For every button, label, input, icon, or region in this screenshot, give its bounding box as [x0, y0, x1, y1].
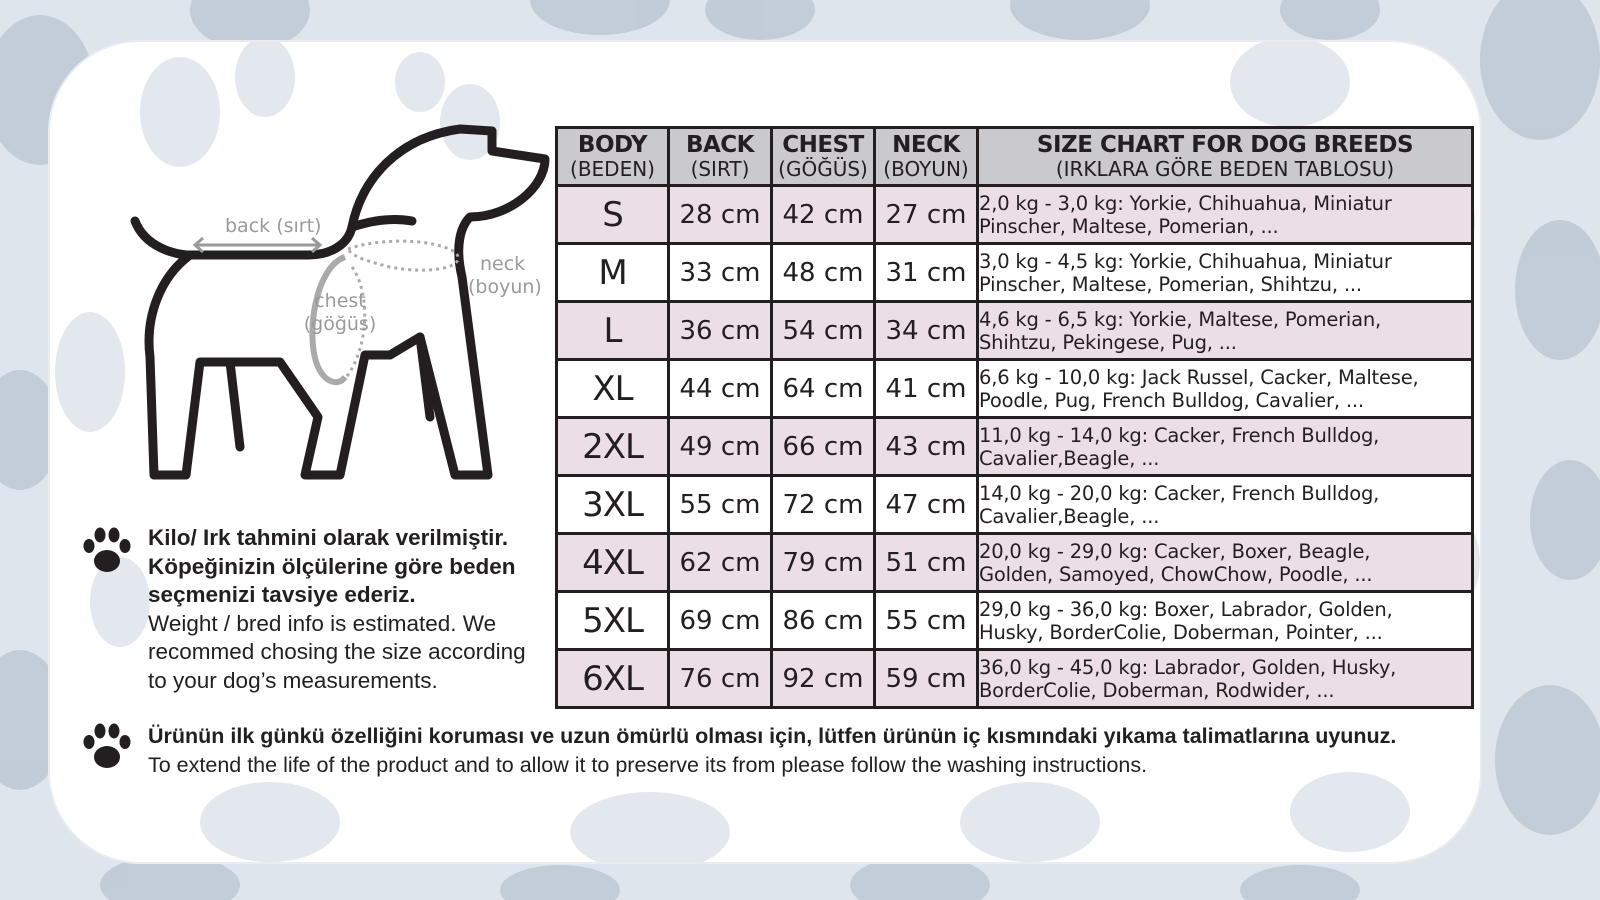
- table-row: [557, 592, 1473, 650]
- header-neck: NECK (BOYUN): [875, 128, 978, 186]
- chest-cell: 86 cm: [772, 592, 875, 650]
- breeds-cell: [978, 360, 1473, 418]
- neck-label-tr: (boyun): [468, 276, 542, 298]
- chest-cell: 54 cm: [772, 302, 875, 360]
- chest-cell: 79 cm: [772, 534, 875, 592]
- table-row: [557, 476, 1473, 534]
- header-breeds: SIZE CHART FOR DOG BREEDS (IRKLARA GÖRE BEDEN TABLOSU): [978, 128, 1473, 186]
- note-bold-line: Kilo/ Irk tahmini olarak verilmiştir.: [148, 525, 509, 550]
- back-cell: 69 cm: [669, 592, 772, 650]
- breeds-line: Poodle, Pug, French Bulldog, Cavalier, ...: [979, 388, 1364, 412]
- dog-measurement-illustration: [90, 117, 570, 537]
- chest-label-tr: (göğüs): [303, 313, 377, 335]
- breeds-cell: [978, 650, 1473, 708]
- breeds-line: 29,0 kg - 36,0 kg: Boxer, Labrador, Golden,: [979, 597, 1393, 621]
- neck-cell: 34 cm: [875, 302, 978, 360]
- neck-cell: 43 cm: [875, 418, 978, 476]
- header-body: BODY (BEDEN): [557, 128, 669, 186]
- note-line: recommed chosing the size according: [148, 639, 526, 664]
- neck-cell: 27 cm: [875, 186, 978, 244]
- table-row: [557, 360, 1473, 418]
- back-cell: 28 cm: [669, 186, 772, 244]
- size-cell: 6XL: [557, 650, 669, 708]
- neck-cell: 51 cm: [875, 534, 978, 592]
- breeds-line: 20,0 kg - 29,0 kg: Cacker, Boxer, Beagle,: [979, 539, 1371, 563]
- chest-cell: 66 cm: [772, 418, 875, 476]
- breeds-cell: [978, 592, 1473, 650]
- size-chart-card: [50, 42, 1480, 862]
- neck-cell: 59 cm: [875, 650, 978, 708]
- breeds-line: 2,0 kg - 3,0 kg: Yorkie, Chihuahua, Miniatur: [979, 191, 1392, 215]
- chest-cell: 92 cm: [772, 650, 875, 708]
- breeds-line: Cavalier,Beagle, ...: [979, 446, 1160, 470]
- breeds-line: Cavalier,Beagle, ...: [979, 504, 1160, 528]
- note-bold-line: Köpeğinizin ölçülerine göre beden: [148, 553, 516, 579]
- back-cell: 49 cm: [669, 418, 772, 476]
- breeds-cell: [978, 476, 1473, 534]
- breeds-line: 4,6 kg - 6,5 kg: Yorkie, Maltese, Pomerian,: [979, 307, 1382, 331]
- back-cell: 33 cm: [669, 244, 772, 302]
- chest-cell: 64 cm: [772, 360, 875, 418]
- chest-label: chest: [314, 290, 366, 312]
- breeds-cell: [978, 186, 1473, 244]
- breeds-line: 6,6 kg - 10,0 kg: Jack Russel, Cacker, Maltese,: [979, 365, 1419, 389]
- breeds-line: Shihtzu, Pekingese, Pug, ...: [979, 330, 1237, 354]
- size-cell: 5XL: [557, 592, 669, 650]
- chest-cell: 72 cm: [772, 476, 875, 534]
- chest-cell: 48 cm: [772, 244, 875, 302]
- note-line: to your dog’s measurements.: [148, 667, 438, 693]
- back-cell: 36 cm: [669, 302, 772, 360]
- paw-icon: [80, 720, 134, 774]
- table-row: [557, 186, 1473, 244]
- wash-bold-line: Ürünün ilk günkü özelliğini koruması ve uzun ömürlü olması için, lütfen ürünün iç kısmındaki yıkama talimatlarına uyunuz.: [148, 724, 1397, 748]
- breeds-cell: [978, 244, 1473, 302]
- table-header-row: [557, 128, 1473, 186]
- breeds-line: Pinscher, Maltese, Pomerian, ...: [979, 214, 1279, 238]
- breeds-line: 36,0 kg - 45,0 kg: Labrador, Golden, Husky,: [979, 655, 1397, 679]
- chest-cell: 42 cm: [772, 186, 875, 244]
- breeds-line: Pinscher, Maltese, Pomerian, Shihtzu, ...: [979, 272, 1362, 296]
- table-row: [557, 418, 1473, 476]
- neck-cell: 47 cm: [875, 476, 978, 534]
- breeds-line: 11,0 kg - 14,0 kg: Cacker, French Bulldog,: [979, 423, 1380, 447]
- back-label: back (sırt): [225, 215, 322, 237]
- size-cell: XL: [557, 360, 669, 418]
- note-bold-line: seçmenizi tavsiye ederiz.: [148, 582, 416, 607]
- neck-cell: 41 cm: [875, 360, 978, 418]
- size-cell: L: [557, 302, 669, 360]
- breeds-cell: [978, 418, 1473, 476]
- size-cell: 3XL: [557, 476, 669, 534]
- size-cell: 4XL: [557, 534, 669, 592]
- washing-instructions: [148, 722, 1468, 780]
- breeds-line: 3,0 kg - 4,5 kg: Yorkie, Chihuahua, Miniatur: [979, 249, 1392, 273]
- size-chart-table: [555, 126, 1474, 709]
- breeds-line: Golden, Samoyed, ChowChow, Poodle, ...: [979, 562, 1373, 586]
- size-cell: S: [557, 186, 669, 244]
- wash-line: To extend the life of the product and to allow it to preserve its from please follow the washing instructions.: [148, 753, 1148, 777]
- header-back: BACK (SIRT): [669, 128, 772, 186]
- neck-measure-loop: [348, 241, 458, 270]
- breeds-cell: [978, 534, 1473, 592]
- breeds-line: BorderColie, Doberman, Rodwider, ...: [979, 678, 1335, 702]
- table-row: [557, 302, 1473, 360]
- table-row: [557, 244, 1473, 302]
- table-row: [557, 534, 1473, 592]
- back-cell: 76 cm: [669, 650, 772, 708]
- neck-cell: 55 cm: [875, 592, 978, 650]
- size-cell: 2XL: [557, 418, 669, 476]
- size-cell: M: [557, 244, 669, 302]
- back-cell: 62 cm: [669, 534, 772, 592]
- paw-icon: [80, 524, 134, 578]
- breeds-cell: [978, 302, 1473, 360]
- breeds-line: Husky, BorderColie, Doberman, Pointer, ...: [979, 620, 1383, 644]
- back-cell: 55 cm: [669, 476, 772, 534]
- size-estimate-note: [148, 524, 568, 695]
- neck-cell: 31 cm: [875, 244, 978, 302]
- note-line: Weight / bred info is estimated. We: [148, 610, 497, 636]
- table-row: [557, 650, 1473, 708]
- back-cell: 44 cm: [669, 360, 772, 418]
- header-chest: CHEST (GÖĞÜS): [772, 128, 875, 186]
- neck-label: neck: [480, 253, 526, 275]
- breeds-line: 14,0 kg - 20,0 kg: Cacker, French Bulldog,: [979, 481, 1380, 505]
